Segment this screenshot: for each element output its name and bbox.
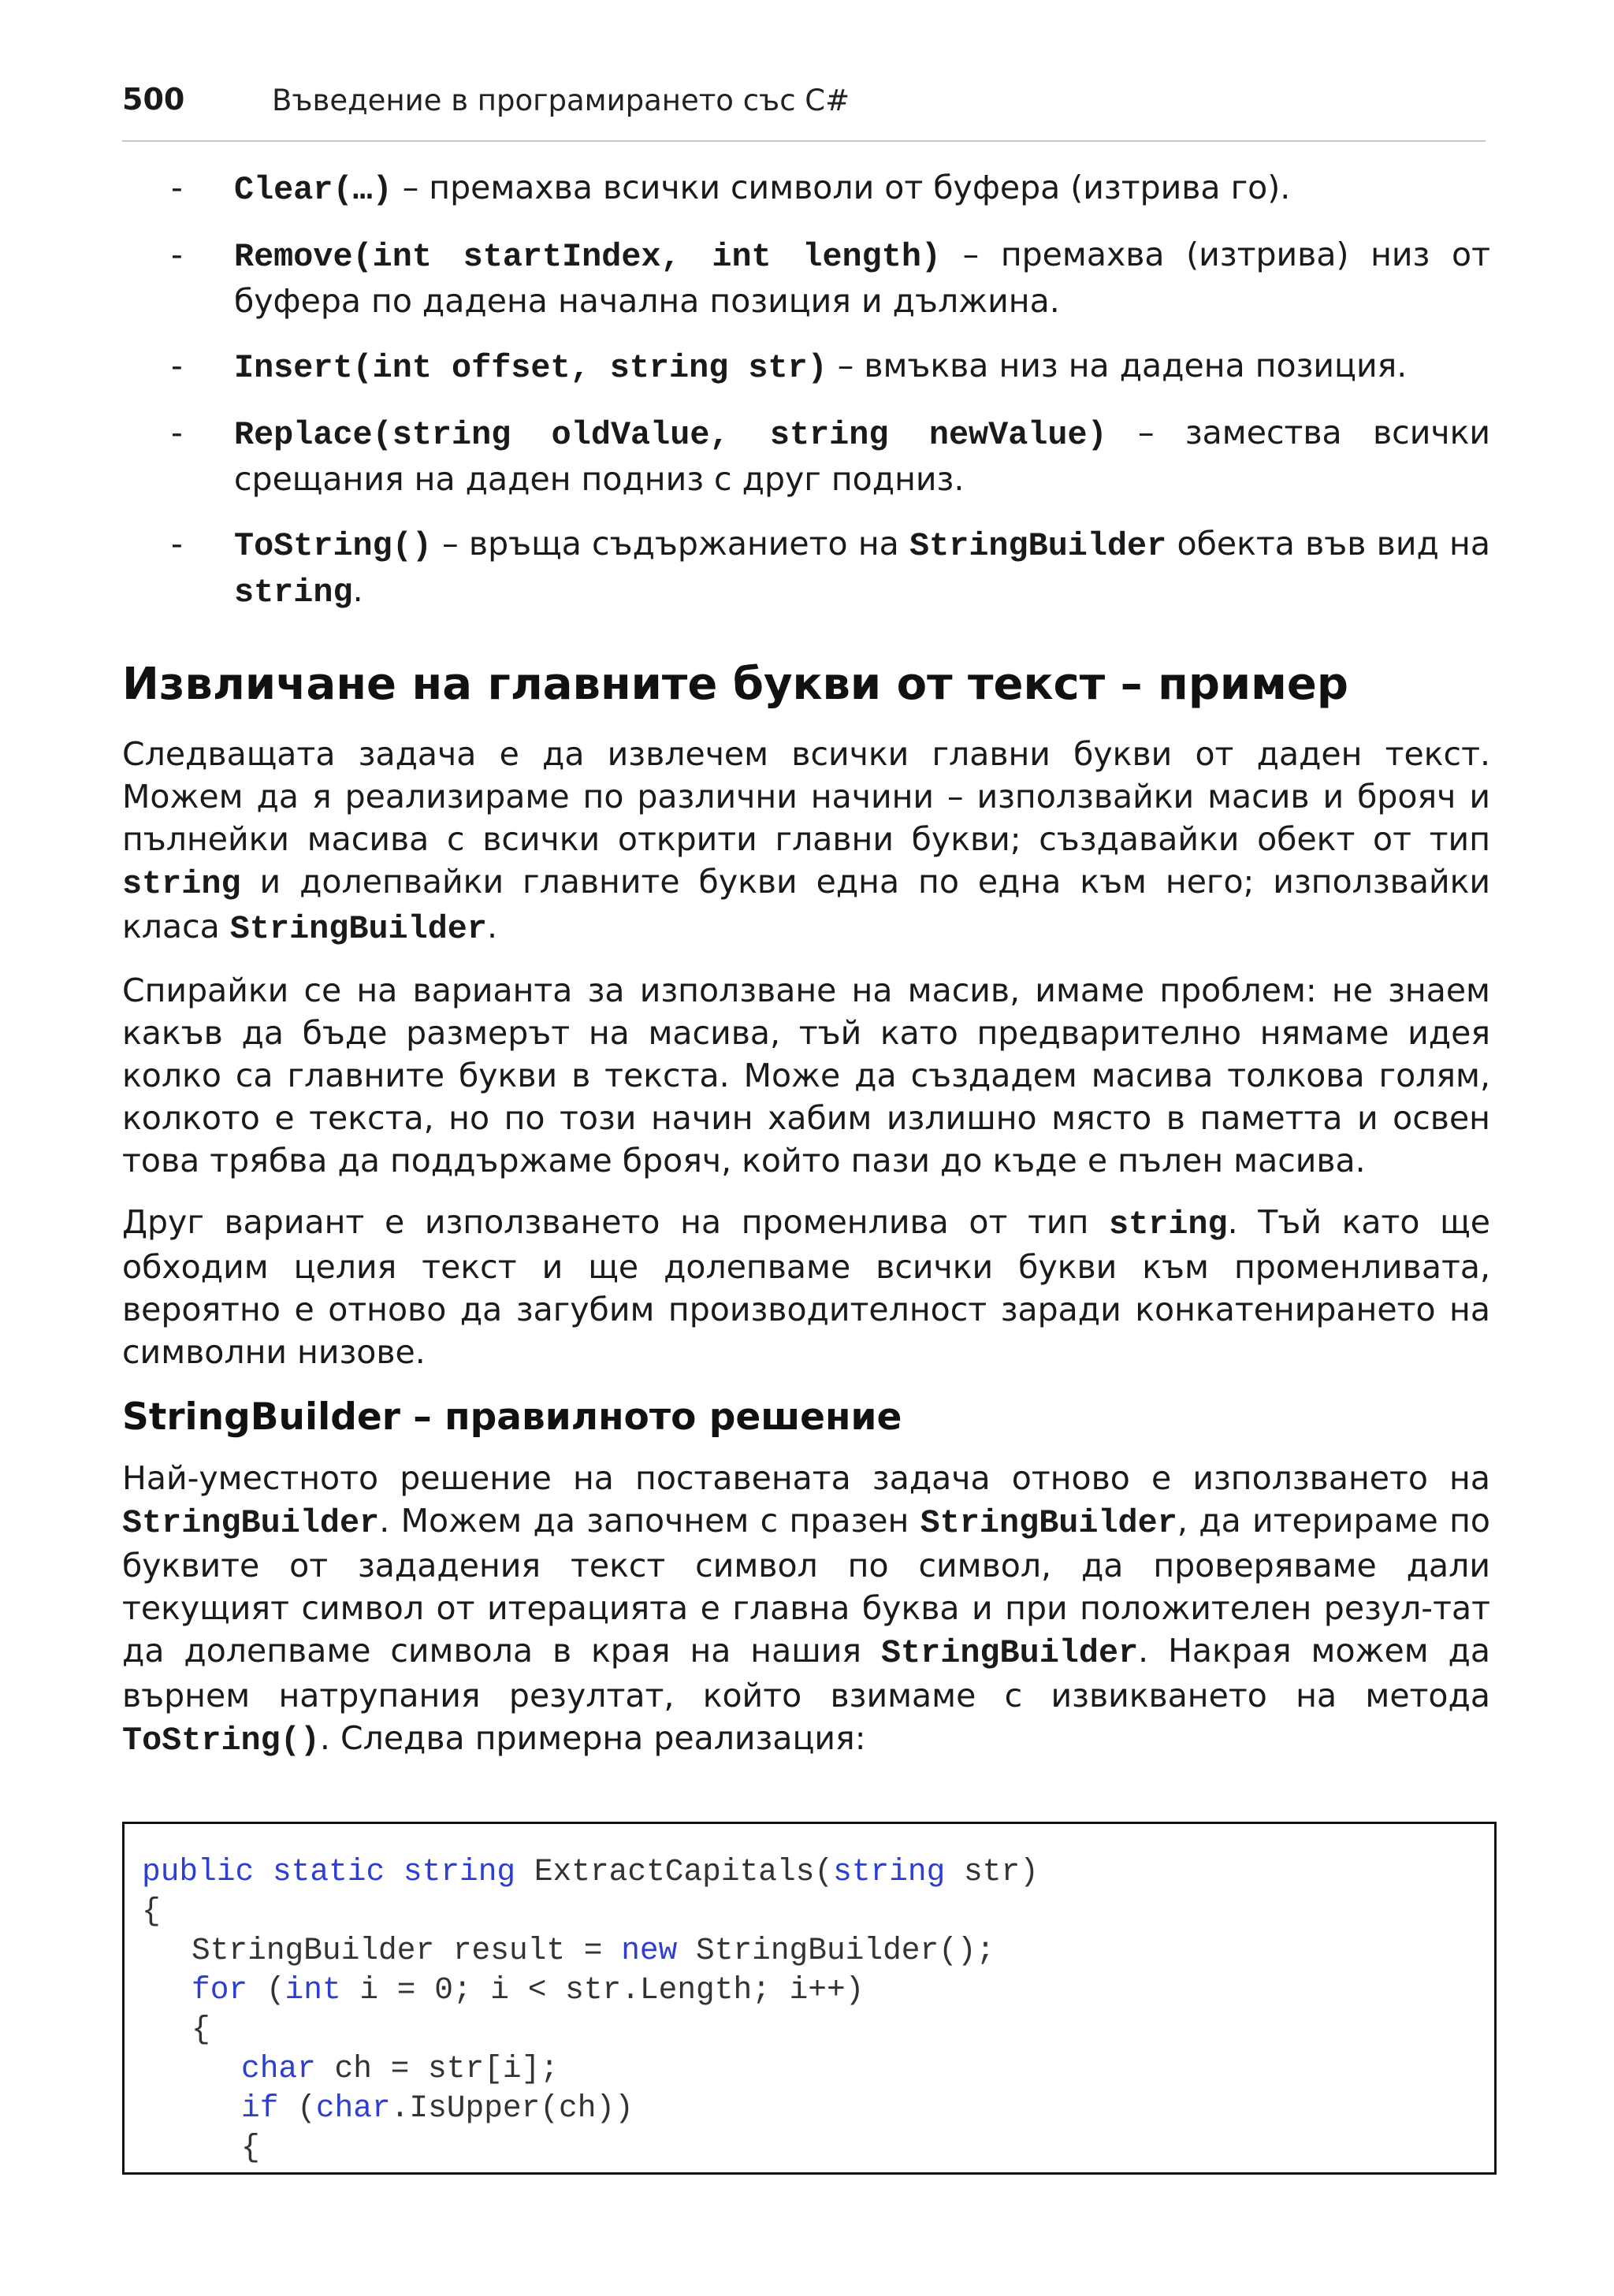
paragraph xyxy=(122,733,1490,950)
code-text: ( xyxy=(247,1972,285,2008)
inline-code: StringBuilder xyxy=(920,1504,1177,1542)
method-description: – вмъква низ на дадена позиция. xyxy=(827,347,1408,385)
list-dash: - xyxy=(171,525,183,563)
paragraph-text: , да итерираме по буквите от зададения текст символ по символ, да проверяваме дали текущият символ от итерацията е главна буква и при положителен резул-тат да долепваме символа в края на нашия xyxy=(122,1502,1490,1670)
code-text: str) xyxy=(945,1854,1039,1889)
inline-code: StringBuilder xyxy=(880,1634,1139,1672)
paragraph-text: и долепвайки главните букви една по една към него; използвайки класа xyxy=(122,863,1490,946)
paragraph-text: . Следва примерна реализация: xyxy=(319,1719,866,1757)
code-keyword: static xyxy=(272,1854,385,1889)
list-item xyxy=(122,165,1490,212)
method-description: – премахва (изтрива) низ от буфера по дадена начална позиция и дължина. xyxy=(234,236,1490,320)
list-dash: - xyxy=(171,414,183,451)
list-dash: - xyxy=(171,347,183,385)
paragraph-text: . Тъй като ще обходим целия текст и ще долепваме всички букви към променливата, вероятно е отново да загубим производителност заради конкатенирането на символни низове. xyxy=(122,1203,1490,1371)
method-signature: Insert(int offset, string str) xyxy=(234,349,827,387)
code-text: StringBuilder(); xyxy=(677,1933,995,1968)
list-item xyxy=(122,411,1490,501)
code-line xyxy=(142,2049,1494,2089)
paragraph-text: Друг вариант е използването на променлива от тип xyxy=(122,1203,1110,1241)
code-text: i = 0; i < str.Length; i++) xyxy=(340,1972,865,2008)
code-text: StringBuilder result = xyxy=(192,1933,622,1968)
code-text: .IsUpper(ch)) xyxy=(390,2090,634,2126)
method-description: обекта във вид на xyxy=(1166,525,1490,563)
method-signature: Clear(…) xyxy=(234,171,392,209)
method-signature: Remove(int startIndex, int length) xyxy=(234,238,942,276)
book-title: Въведение в програмирането със C# xyxy=(272,84,850,117)
list-item xyxy=(122,522,1490,615)
paragraph-text: . Можем да започнем с празен xyxy=(379,1502,920,1540)
code-keyword: char xyxy=(241,2051,316,2086)
code-block xyxy=(125,1824,1494,2168)
subsection-heading: StringBuilder – правилното решение xyxy=(122,1395,902,1439)
code-text: ( xyxy=(278,2090,316,2126)
code-keyword: for xyxy=(192,1972,248,2008)
code-text: ExtractCapitals( xyxy=(515,1854,834,1889)
code-keyword: if xyxy=(241,2090,279,2126)
code-keyword: string xyxy=(403,1854,516,1889)
code-line xyxy=(142,1971,1494,2010)
code-keyword: public xyxy=(142,1854,255,1889)
method-signature: Replace(string oldValue, string newValue) xyxy=(234,416,1107,454)
list-dash: - xyxy=(171,236,183,273)
list-item xyxy=(122,232,1490,323)
inline-code: string xyxy=(234,574,353,611)
main-content xyxy=(122,165,1490,1781)
paragraph xyxy=(122,1457,1490,1762)
code-line: { xyxy=(142,1893,161,1929)
method-signature: ToString() xyxy=(234,527,432,565)
code-keyword: new xyxy=(621,1933,678,1968)
section-heading: Извличане на главните букви от текст – пример xyxy=(122,659,1348,710)
code-line xyxy=(142,1852,1494,1892)
code-keyword: int xyxy=(284,1972,341,2008)
code-line: { xyxy=(192,2012,210,2047)
paragraph-text: Най-уместното решение на поставената задача отново е използването на xyxy=(122,1459,1490,1497)
code-line xyxy=(142,2089,1494,2128)
inline-code: StringBuilder xyxy=(909,527,1167,565)
code-line: { xyxy=(241,2130,260,2165)
running-header xyxy=(122,82,1486,142)
code-line xyxy=(142,1931,1494,1971)
list-item xyxy=(122,344,1490,390)
page-number: 500 xyxy=(122,82,185,117)
method-description: . xyxy=(352,571,363,609)
inline-code: StringBuilder xyxy=(122,1504,380,1542)
paragraph-text: . Накрая можем да върнем натрупания резултат, който взимаме с извикването на метода xyxy=(122,1632,1490,1715)
method-list xyxy=(122,165,1490,615)
code-keyword: char xyxy=(315,2090,391,2126)
code-listing xyxy=(122,1822,1497,2175)
method-description: – връща съдържанието на xyxy=(431,525,910,563)
inline-code: ToString() xyxy=(122,1722,320,1759)
inline-code: StringBuilder xyxy=(229,910,487,948)
paragraph-text: . xyxy=(487,908,498,946)
paragraph: Спирайки се на варианта за използване на масив, имаме проблем: не знаем какъв да бъде размерът на масива, тъй като предварително нямаме идея колко са главните букви в текста. Може да създадем масива толкова голям, колкото е текста, но по този начин хабим излишно място в паметта и освен това трябва да поддържаме брояч, който пази до къде е пълен масива. xyxy=(122,972,1490,1180)
code-text: ch = str[i]; xyxy=(315,2051,559,2086)
code-keyword: string xyxy=(833,1854,946,1889)
inline-code: string xyxy=(1109,1206,1228,1243)
method-description: – замества всички срещания на даден подниз с друг подниз. xyxy=(234,414,1490,498)
paragraph xyxy=(122,1201,1490,1373)
inline-code: string xyxy=(122,865,241,903)
list-dash: - xyxy=(171,169,183,206)
method-description: – премахва всички символи от буфера (изтрива го). xyxy=(392,169,1291,206)
paragraph-text: Следващата задача е да извлечем всички главни букви от даден текст. Можем да я реализираме по различни начини – използвайки масив и брояч и пълнейки масива с всички открити главни букви; създавайки обект от тип xyxy=(122,735,1490,858)
